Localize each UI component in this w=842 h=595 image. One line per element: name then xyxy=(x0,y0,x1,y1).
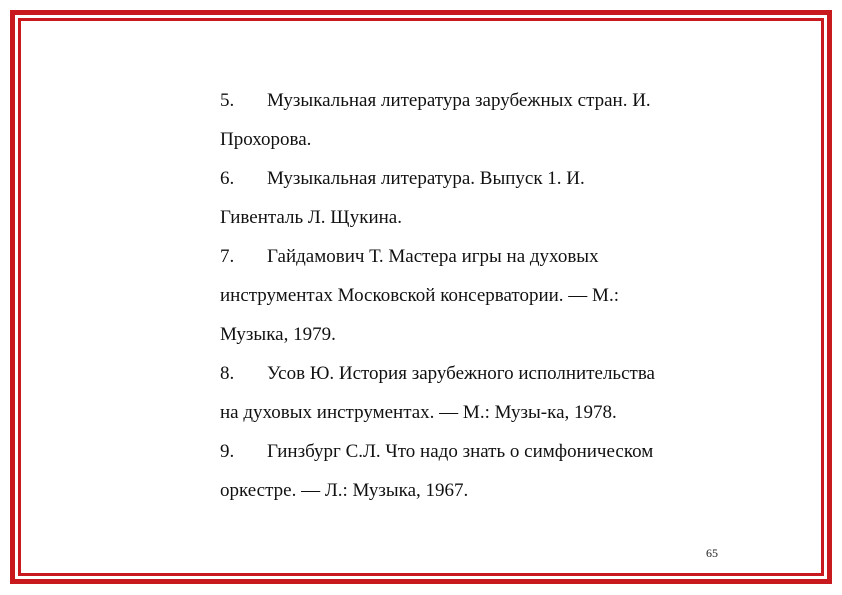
entry-text-line1: Музыкальная литература. Выпуск 1. И. xyxy=(267,168,585,189)
entry-text-line2: Прохорова. xyxy=(220,129,312,150)
entry-number: 7. xyxy=(220,246,235,267)
entry-number: 9. xyxy=(220,441,235,462)
bibliography-entry-5 xyxy=(220,81,740,159)
entry-text-line3: Музыка, 1979. xyxy=(220,324,336,345)
entry-text-line2: инструментах Московской консерватории. — М.: xyxy=(220,285,619,306)
entry-text-line1: Гинзбург С.Л. Что надо знать о симфоническом xyxy=(267,441,654,462)
bibliography-entry-8 xyxy=(220,354,740,432)
entry-number: 6. xyxy=(220,168,235,189)
page-number: 65 xyxy=(706,546,718,560)
entry-text-line2: Гивенталь Л. Щукина. xyxy=(220,207,402,228)
bibliography-entry-9 xyxy=(220,432,740,510)
entry-number: 5. xyxy=(220,90,235,111)
bibliography-list xyxy=(220,81,740,510)
entry-number: 8. xyxy=(220,363,235,384)
entry-text-line1: Гайдамович Т. Мастера игры на духовых xyxy=(267,246,599,267)
entry-text-line2: оркестре. — Л.: Музыка, 1967. xyxy=(220,480,469,501)
entry-text-line2: на духовых инструментах. — М.: Музы-ка, 1978. xyxy=(220,402,617,423)
entry-text-line1: Музыкальная литература зарубежных стран. И. xyxy=(267,90,651,111)
entry-text-line1: Усов Ю. История зарубежного исполнительства xyxy=(267,363,655,384)
bibliography-entry-6 xyxy=(220,159,740,237)
bibliography-entry-7 xyxy=(220,237,740,354)
